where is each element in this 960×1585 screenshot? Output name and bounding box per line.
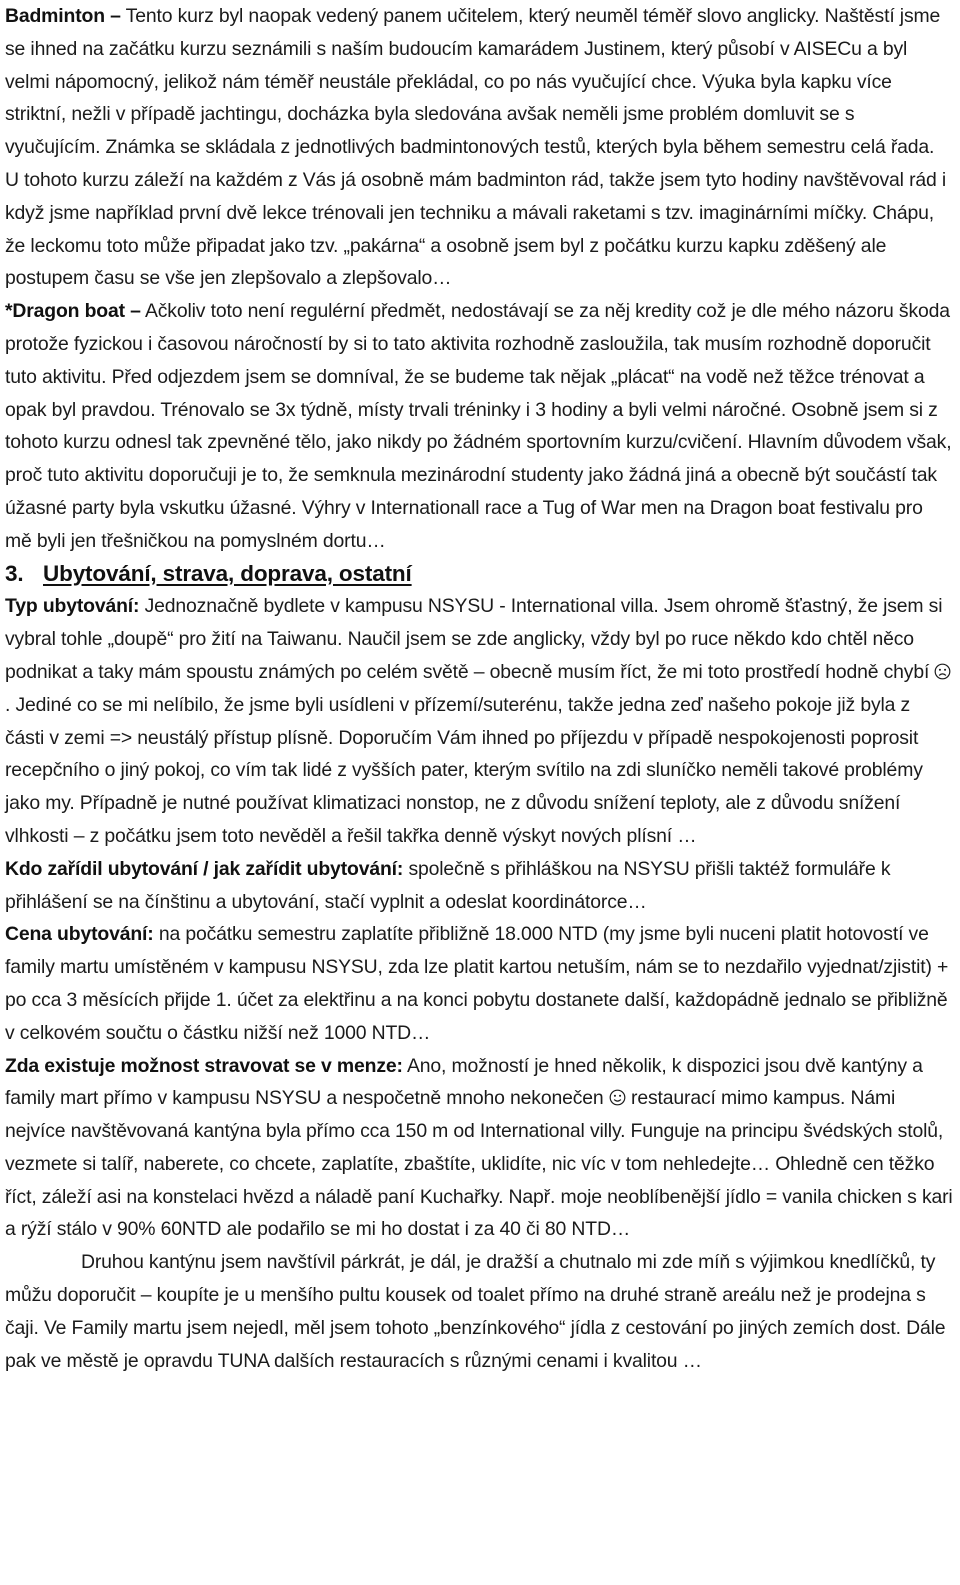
- text-dragon-boat: Ačkoliv toto není regulérní předmět, nedostávají se za něj kredity což je dle mého názoru škoda protože fyzickou i časovou náročností by si to tato aktivita rozhodně zasloužila, tak musím rozhodně doporučit tuto aktivitu. Před odjezdem jsem se domníval, že se budeme tak nějak „plácat“ na vodě než těžce trénovat a opak byl pravdou. Trénovalo se 3x týdně, místy trvali tréninky i 3 hodiny a byli velmi náročné. Osobně jsem si z tohoto kurzu odnesl tak zpevněné tělo, jako nikdy po žádném sportovním kurzu/cvičení. Hlavním důvodem však, proč tuto aktivitu doporučuji je to, že semknula mezinárodní studenty jako žádná jiná a obecně být součástí tak úžasné party byla vskutku úžasné. Výhry v Internationall race a Tug of War men na Dragon boat festivalu pro mě byli jen třešničkou na pomyslném dortu…: [5, 300, 952, 552]
- paragraph-canteen: [5, 1050, 953, 1247]
- sad-face-icon: [934, 663, 951, 680]
- text-badminton: Tento kurz byl naopak vedený panem učitelem, který neuměl téměř slovo anglicky. Naštěstí jsme se ihned na začátku kurzu seznámili s naším budoucím kamarádem Justinem, který působí v AISECu a byl velmi nápomocný, jelikož nám téměř neustále překládal, co po nás vyučující chce. Výuka byla kapku více striktní, nežli v případě jachtingu, docházka byla sledována avšak neměli jsme problém domluvit se s vyučujícím. Známka se skládala z jednotlivých badmintonových testů, kterých byla během semestru celá řada. U tohoto kurzu záleží na každém z Vás já osobně mám badminton rád, takže jsem tyto hodiny navštěvoval rád i když jsme například první dvě lekce trénovali jen techniku a mávali raketami s tzv. imaginárními míčky. Chápu, že leckomu toto může připadat jako tzv. „pakárna“ a osobně jsem byl z počátku kurzu kapku zděšený ale postupem času se vše jen zlepšovalo a zlepšovalo…: [5, 5, 947, 290]
- section-title: Ubytování, strava, doprava, ostatní: [43, 560, 412, 586]
- smiley-face-icon: [609, 1089, 626, 1106]
- term-dragon-boat: *Dragon boat –: [5, 300, 141, 323]
- term-who-arranged: Kdo zařídil ubytování / jak zařídit ubytování:: [5, 857, 404, 880]
- paragraph-dragon-boat: [5, 295, 953, 557]
- paragraph-second-canteen: [5, 1246, 953, 1377]
- text-canteen-2: restaurací mimo kampus. Námi nejvíce navštěvovaná kantýna byla přímo cca 150 m od International villy. Funguje na principu švédských stolů, vezmete si talíř, naberete, co chcete, zaplatíte, zbaštíte, uklidíte, nic víc v tom nehledejte… Ohledně cen těžko říct, záleží asi na konstelaci hvězd a náladě paní Kuchařky. Např. moje neoblíbenější jídlo = vanila chicken s kari a rýží stálo v 90% 60NTD ale podařilo se mi ho dostat i za 40 či 80 NTD…: [5, 1087, 953, 1241]
- term-badminton: Badminton –: [5, 5, 121, 27]
- text-who-arranged: společně s přihláškou na NSYSU přišli taktéž formuláře k přihlášení se na čínštinu a ubytování, stačí vyplnit a odeslat koordinátorce…: [5, 857, 891, 913]
- text-accommodation-type-1: Jednoznačně bydlete v kampusu NSYSU - International villa. Jsem ohromě šťastný, že jsem si vybral tohle „doupě“ pro žití na Taiwanu. Naučil jsem se zde anglicky, vždy byl po ruce někdo kdo chtěl něco podnikat a taky mám spoustu známých po celém světě – obecně musím říct, že mi toto prostředí hodně chybí: [5, 595, 943, 683]
- text-accommodation-type-2: . Jediné co se mi nelíbilo, že jsme byli usídleni v přízemí/suterénu, takže jedna zeď našeho pokoje již byla z části v zemi => neustálý přístup plísně. Doporučím Vám ihned po příjezdu v případě nespokojenosti poprosit recepčního o jiný pokoj, co vím tak lidé z vyšších pater, kterým svítilo na zdi sluníčko neměli takové problémy jako my. Případně je nutné používat klimatizaci nonstop, ne z důvodu snížení teploty, ale z důvodu snížení vlhkosti – z počátku jsem toto nevěděl a řešil takřka denně výskyt nových plísní …: [5, 693, 923, 847]
- text-price: na počátku semestru zaplatíte přibližně 18.000 NTD (my jsme byli nuceni platit hotovostí ve family martu umístěném v kampusu NSYSU, zda lze platit kartou netuším, nám se to nezdařilo vyjednat/zjistit) + po cca 3 měsících přijde 1. účet za elektřinu a na konci pobytu dostanete další, každopádně jednalo se přibližně v celkovém součtu o částku nižší než 1000 NTD…: [5, 923, 949, 1044]
- paragraph-price: [5, 918, 953, 1049]
- term-price: Cena ubytování:: [5, 923, 154, 946]
- term-accommodation-type: Typ ubytování:: [5, 595, 140, 618]
- section-heading: [5, 558, 953, 591]
- term-canteen: Zda existuje možnost stravovat se v menze:: [5, 1054, 403, 1077]
- paragraph-accommodation-type: [5, 590, 953, 852]
- paragraph-badminton: [5, 0, 953, 295]
- paragraph-who-arranged: [5, 853, 953, 919]
- text-second-canteen: Druhou kantýnu jsem navštívil párkrát, je dál, je dražší a chutnalo mi zde míň s výjimkou knedlíčků, ty můžu doporučit – koupíte je u menšího pultu kousek od toalet přímo na druhé straně areálu než je prodejna s čaji. Ve Family martu jsem nejedl, měl jsem tohoto „benzínkového“ jídla z cestování po jiných zemích dost. Dále pak ve městě je opravdu TUNA dalších restauracích s různými cenami i kvalitou …: [5, 1251, 946, 1372]
- document-page: [5, 0, 953, 1377]
- text-canteen-1: Ano, možností je hned několik, k dispozici jsou dvě kantýny a family mart přímo v kampusu NSYSU a nespočetně mnoho nekonečen: [5, 1054, 923, 1110]
- section-number: 3.: [5, 560, 24, 586]
